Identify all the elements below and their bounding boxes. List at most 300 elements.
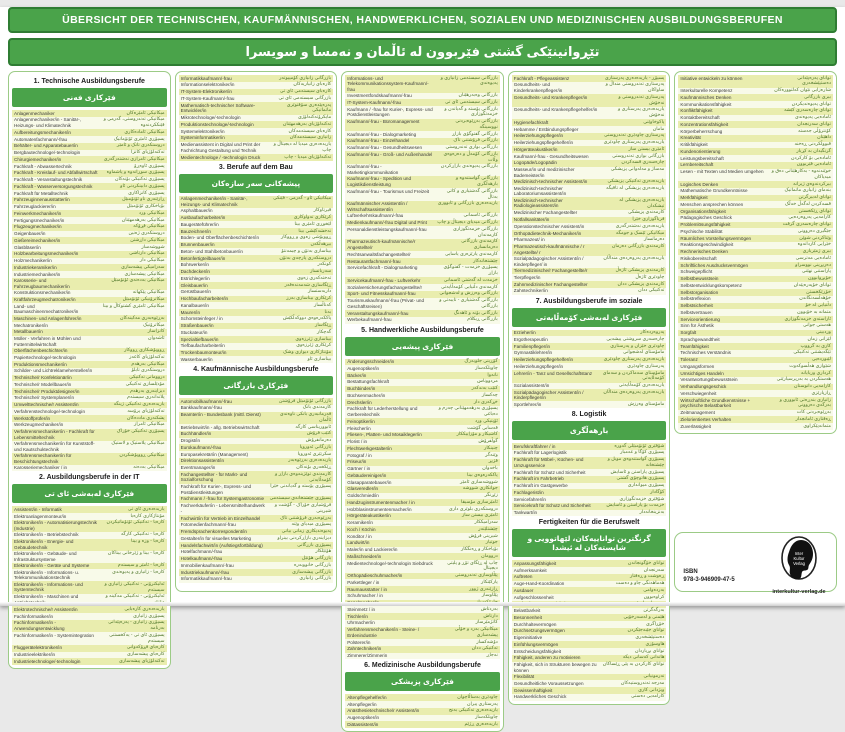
profession-german: Oberflächenbeschichter/in: [14, 348, 68, 353]
profession-german: Masseur/in und medizinischer Bademeister/in: [513, 167, 575, 178]
profession-row: [12, 170, 167, 177]
profession-kurdish: شووشەسازی ئامێر: [460, 479, 498, 485]
profession-row: [12, 251, 167, 258]
profession-row: [12, 388, 167, 395]
profession-row: [512, 350, 667, 357]
profession-german: Rechtsanwaltsfachangestellte/r: [347, 251, 411, 257]
profession-kurdish: نانەوا: [487, 372, 498, 378]
profession-kurdish: مامۆستای سەماکردن و سەمای کۆمەڵایەتی: [602, 370, 665, 382]
profession-row: [12, 231, 167, 238]
profession-rows: [12, 110, 167, 471]
profession-row: [512, 594, 667, 601]
profession-kurdish: میکانیکی بەرهەم: [131, 361, 165, 367]
profession-row: [12, 506, 167, 513]
profession-row: [345, 265, 500, 278]
profession-german: Anlagenmechaniker: [14, 110, 55, 116]
profession-german: Servicekraft für Schutz und Sicherheit: [513, 503, 591, 509]
column-3: [341, 71, 504, 727]
profession-rows: [345, 359, 500, 660]
profession-kurdish: وێنەگر: [485, 452, 498, 458]
profession-german: Fachkraft - Kreislauf- und Abfallwirtschaft: [14, 170, 98, 176]
profession-german: Zahnmedizinischer Fachangestellter: [513, 281, 588, 287]
profession-row: [345, 213, 500, 220]
profession-kurdish: بازرگانی خزمەتگوزاری کارمەندان: [453, 226, 498, 238]
profession-german: Organisationsfähigkeit: [680, 208, 726, 214]
profession-german: Heilerziehungspflegehelfer/in: [513, 357, 574, 362]
profession-row: [179, 556, 334, 563]
profession-row: [512, 567, 667, 574]
profession-german: Fachwirt/in für Vertrieb im Einzelhandel: [180, 515, 261, 521]
profession-kurdish: بازرگانی پەیوەندی بازاڕکردن: [440, 164, 498, 170]
profession-german: Fachkraft für Möbel-, Küchen- und Umzugsservice: [513, 457, 584, 468]
profession-kurdish: ئامادەیی فێربوون: [796, 162, 831, 168]
profession-row: [678, 101, 833, 108]
profession-german: Leistungsbereitschaft: [680, 155, 724, 161]
profession-kurdish: چاودێری خێزان و پەرستاری: [610, 343, 665, 349]
profession-kurdish: پسپۆڕی تەکنیکی بۆنەکان: [114, 177, 165, 182]
profession-row: [345, 372, 500, 379]
profession-german: Servicefahrer/in: [513, 496, 546, 502]
profession-kurdish: قبووڵکردنی ڕەخنە: [794, 142, 831, 147]
profession-kurdish: یاریدەدەری تەکنیکی بەنج: [448, 708, 498, 714]
profession-german: Assistent/in - Informatik: [14, 506, 62, 512]
profession-german: Industriekeramiker/in: [14, 264, 57, 270]
profession-kurdish: ڕووپۆشی زەوی و ڕووکار: [280, 235, 332, 241]
profession-german: Gymnastiklehrer/in: [513, 350, 553, 356]
profession-kurdish: هۆتێلکار: [315, 549, 332, 555]
profession-german: Aufmerksamkeit: [513, 567, 547, 573]
profession-german: Elektroniker/in - Geräte und Systeme: [14, 563, 90, 568]
profession-row: [179, 562, 334, 569]
profession-german: Heilerziehungspfleger/in: [513, 133, 564, 139]
profession-kurdish: میکانیکی بەرد و خۆڵی پیشەسازی: [454, 627, 498, 638]
profession-row: [345, 560, 500, 573]
profession-german: Reaktionsgeschwindigkeit: [680, 242, 734, 248]
profession-german: Spezialtiefbauer/in: [180, 336, 219, 342]
profession-german: Beamter/in - Bundesbank (mittl. Dienst): [180, 412, 261, 417]
profession-german: Altenpflegehelfer/in: [347, 694, 387, 700]
profession-kurdish: توانای جێبەجێکردن: [627, 628, 665, 634]
profession-kurdish: دڵنیایی لە خۆ: [805, 303, 831, 308]
profession-row: [345, 432, 500, 439]
profession-kurdish: یاریدەدەری پەروەردەی منداڵان: [603, 256, 665, 261]
profession-german: Mathematische Grundkenntnisse: [680, 188, 748, 194]
profession-row: [678, 148, 833, 155]
profession-kurdish: پسپۆڕی ئای تی - یەکخستنی سیستەم: [109, 632, 165, 644]
profession-row: [678, 363, 833, 370]
profession-kurdish: دروومان: [481, 553, 498, 559]
profession-kurdish: دەربڕینی نووسراو: [795, 262, 831, 268]
profession-kurdish: کارامەیی دانوستان: [794, 384, 831, 389]
profession-german: Durchhaltevermögen: [513, 621, 557, 627]
profession-kurdish: شۆفێری خزمەتگوزاری: [619, 496, 665, 502]
profession-german: Medientechnologe/-technologin Siebdruck: [347, 560, 433, 566]
profession-kurdish: میکانیکی ئامراز: [134, 422, 165, 428]
profession-kurdish: دیزاینەری بەرهەم: [130, 388, 165, 394]
profession-german: Luftverkehrskaufmann/-frau: [347, 213, 404, 219]
profession-german: Gesundheits- und Krankenpflegehelfer/in: [513, 107, 598, 113]
profession-kurdish: کرێکاری ژێرزەوی: [296, 343, 332, 349]
section-title-kurdish: فێرکاری بازرگانی: [179, 376, 334, 395]
profession-german: Orthopädietechnik-Mechaniker/in: [513, 230, 582, 236]
profession-kurdish: جوتیار: [485, 540, 498, 546]
profession-kurdish: توانای خۆگونجاندن: [627, 560, 665, 566]
profession-german: Änderungsschneider/in: [347, 359, 395, 364]
profession-row: [678, 343, 833, 350]
profession-row: [512, 383, 667, 390]
profession-row: [345, 540, 500, 547]
profession-german: Toleranz: [680, 357, 698, 362]
profession-row: [678, 115, 833, 122]
profession-german: Verfahrenstechnologe/-technologin: [14, 408, 85, 414]
profession-kurdish: کارەبا - تەکنیکی ئۆتۆماتیکردن: [106, 520, 165, 526]
profession-kurdish: فریاگوزاری خێرا: [632, 217, 665, 222]
profession-german: Verschwiegenheit: [680, 390, 717, 396]
profession-german: Anlagenmechaniker/in - Sanitär-, Heizungs- und Klimatechnik: [14, 117, 81, 128]
profession-rows: [179, 196, 334, 363]
profession-german: Fliesen-, Platten- und Mosaikleger/in: [347, 432, 422, 438]
column-5: [674, 71, 837, 595]
profession-kurdish: کارمەندی توێژینەوەی بازاڕ و کۆمەڵایەتی: [274, 471, 332, 483]
profession-row: [678, 169, 833, 182]
profession-kurdish: کارمەندی بازرگانی دەرمانسازی: [461, 239, 498, 250]
profession-kurdish: بازرگانی هۆتێل: [301, 556, 332, 561]
column-box-4: [508, 71, 671, 705]
profession-row: [12, 551, 167, 563]
profession-german: Fachkraft - Wasserversorgungstechnik: [14, 183, 93, 189]
profession-row: [179, 451, 334, 458]
profession-kurdish: بازرگانی ڕیکلام: [467, 317, 498, 323]
profession-row: [512, 244, 667, 256]
profession-row: [345, 701, 500, 708]
profession-kurdish: پسپۆڕی گواستنەوەی موبل و چێشتخانە: [607, 457, 665, 468]
profession-german: Sozialassistent/in: [513, 383, 550, 388]
profession-german: Flechtwerkgestalter/in: [347, 445, 392, 451]
profession-row: [345, 499, 500, 506]
profession-german: Pharmazeutisch-kaufmännische/r Angestellte/r: [347, 239, 416, 250]
profession-german: Psychische Stabilität: [680, 228, 723, 234]
profession-kurdish: بازرگانی پۆستە و گەیاندن و خزمەتگوزاری: [444, 106, 498, 118]
profession-german: Beton- und Stahlbetonbauer/in: [180, 248, 243, 254]
profession-row: [345, 106, 500, 119]
profession-rows: [512, 330, 667, 409]
profession-row: [12, 297, 167, 304]
profession-row: [345, 138, 500, 145]
profession-german: Kaufmann/-frau - Gesundheitswesen: [347, 145, 423, 150]
profession-kurdish: بۆیاخکاری ئۆتۆمبێل: [126, 204, 165, 209]
profession-german: Fotomedienfachmann/-frau: [180, 522, 236, 528]
profession-kurdish: میکانیکی ئاو - گەرمی - فێنکی: [273, 196, 332, 202]
profession-german: Gesundheits- und Kinderkrankenpfleger/in: [513, 82, 563, 93]
profession-row: [678, 416, 833, 423]
profession-row: [512, 133, 667, 140]
profession-row: [512, 641, 667, 648]
profession-german: Asphaltbauer/in: [180, 208, 213, 214]
profession-kurdish: ڕازێنەری ژوور: [469, 586, 498, 592]
profession-german: Koch / Köchin: [347, 526, 376, 532]
profession-kurdish: بەرگەگرتن: [643, 608, 665, 613]
profession-german: Systemelektroniker/in: [180, 128, 225, 134]
profession-kurdish: پێڵاوسازی تەندروستی: [454, 573, 498, 578]
profession-rows: [179, 398, 334, 583]
profession-german: Fachinformatiker/in - Systemintegration: [14, 632, 94, 638]
profession-german: Elektroniker/in - Gebäude- und Infrastruktursysteme: [14, 551, 77, 562]
profession-kurdish: بازرگانی بەڕێوەبردنی نووسینگە: [455, 119, 498, 130]
profession-row: [179, 296, 334, 303]
profession-german: Holzblasinstrumentenmacher/in: [347, 506, 412, 512]
profession-kurdish: کانزاساز: [147, 329, 165, 335]
profession-kurdish: پسپۆڕی زانیاری: [133, 613, 165, 619]
profession-kurdish: پسپۆڕی سوڕانەوە و پاشماوە: [106, 170, 165, 176]
profession-row: [179, 444, 334, 451]
profession-kurdish: نەجاڕ: [486, 653, 498, 658]
profession-row: [345, 239, 500, 252]
profession-german: Flexibilität: [513, 674, 535, 679]
profession-kurdish: متمانە بە خۆبوون: [797, 309, 831, 315]
profession-german: Immobilienkaufmann/-frau: [180, 562, 234, 568]
profession-kurdish: دروستکەری تانک و ئامێر: [116, 143, 165, 149]
profession-row: [12, 645, 167, 652]
profession-german: Initiative entwickeln zu können: [680, 75, 743, 81]
profession-kurdish: بازرگانی گواستنەوە و بارهەڵگری: [455, 176, 498, 187]
profession-row: [12, 375, 167, 382]
profession-row: [345, 176, 500, 189]
profession-kurdish: توانای سەرنجدان: [797, 121, 831, 127]
profession-row: [678, 390, 833, 397]
profession-kurdish: شۆفێری ئۆتۆمبێلی گەورە: [614, 443, 665, 449]
profession-german: Bergbautechnologe/-technologin: [14, 150, 81, 155]
profession-kurdish: ئاراستەی خزمەتگوزاری: [784, 316, 831, 322]
profession-row: [678, 94, 833, 101]
profession-row: [12, 156, 167, 163]
profession-row: [12, 569, 167, 581]
profession-kurdish: بەردتاش: [480, 606, 498, 612]
profession-row: [512, 574, 667, 581]
profession-german: Gesundheits- und Krankenpfleger/in: [513, 94, 588, 100]
profession-german: Kaufmann / -frau für Kurier-, Express- und Postdienstleistungen: [347, 106, 433, 117]
profession-row: [512, 160, 667, 167]
profession-kurdish: چاودێری بەساڵاچوان: [457, 694, 498, 700]
profession-kurdish: یاریدەدەری کۆمەڵایەتی: [618, 383, 665, 388]
profession-kurdish: بازرگانی خانووبەرە: [294, 562, 332, 568]
profession-row: [179, 356, 334, 363]
profession-german: Buchhändler/in: [180, 431, 212, 437]
profession-german: Sorgfalt: [680, 330, 697, 335]
profession-row: [179, 255, 334, 262]
profession-kurdish: زێڕنگر: [484, 493, 498, 498]
profession-row: [512, 662, 667, 674]
profession-german: Fachkraft - Abwassertechnik: [14, 163, 72, 169]
profession-kurdish: بیناسازی بەتۆن و چیمەنتۆ: [281, 248, 332, 254]
profession-row: [179, 115, 334, 122]
profession-kurdish: میکاترۆنیک: [143, 322, 165, 328]
profession-row: [12, 429, 167, 441]
profession-row: [179, 522, 334, 529]
profession-german: Schilder- und Lichtreklamehersteller/in: [14, 368, 93, 374]
profession-german: Gestalter/in für visuelles Marketing: [180, 535, 252, 541]
profession-kurdish: خۆهەڵسەنگاندن: [799, 296, 831, 302]
profession-row: [678, 242, 833, 249]
profession-kurdish: یاریدەدەری نەشتەرگەری: [615, 223, 665, 229]
profession-german: Technische/r Konfektionär/in: [14, 375, 72, 380]
profession-german: Wasserbauer/in: [180, 356, 213, 362]
profession-german: Konfliktfähigkeit: [680, 108, 713, 114]
profession-row: [179, 309, 334, 316]
profession-kurdish: ئۆپتیکی ورد: [474, 418, 498, 424]
profession-row: [345, 579, 500, 586]
profession-kurdish: میکانیکی پیشەسازی: [124, 271, 165, 277]
profession-kurdish: چێشتخانەکار: [473, 258, 498, 264]
profession-german: Maßschneider/in: [347, 553, 382, 559]
profession-row: [512, 82, 667, 95]
profession-german: Sinn für Ästhetik: [680, 323, 714, 329]
profession-german: Keramiker/in: [347, 520, 373, 525]
profession-german: Technisches Verständnis: [680, 350, 731, 356]
profession-row: [678, 215, 833, 222]
section-title-kurdish: گرنگترین تواناییه‌کان، لێهاتوویی و شایسته‌کان له‌ ئیشدا: [512, 529, 667, 557]
profession-row: [345, 613, 500, 620]
profession-kurdish: پسپۆڕی خزمەت - گفتوگۆی بازاڕ: [443, 265, 498, 276]
profession-row: [512, 197, 667, 210]
profession-row: [179, 465, 334, 472]
profession-kurdish: یاریدەدەری بەڕێوەبەر: [288, 458, 332, 464]
profession-row: [512, 457, 667, 470]
profession-kurdish: تێگەیشتنی تەکنیکی: [793, 350, 831, 356]
profession-row: [12, 513, 167, 520]
profession-german: Glasbläser/in: [14, 244, 41, 250]
column-box-3: [341, 71, 504, 732]
column-box-1: [8, 71, 171, 669]
page-bottom-edge: [0, 602, 845, 606]
profession-kurdish: کرێکاری بیناسازی بەرز: [286, 296, 332, 301]
profession-row: [179, 458, 334, 465]
profession-german: Sozialpädagogischer Assistent/in / Kinderpfleger/in: [513, 389, 584, 401]
profession-german: Fluggerätelektroniker/in: [14, 645, 63, 651]
profession-german: Boden- und Oberflächenbeschichter/in: [180, 235, 259, 241]
profession-kurdish: نەخشەکێشی بینا: [298, 228, 332, 234]
profession-kurdish: باخەوان: [482, 466, 498, 471]
profession-row: [678, 423, 833, 430]
profession-kurdish: تەکنیکی ددان: [638, 288, 665, 294]
profession-kurdish: توانای چارەسەری کێشە: [784, 108, 831, 114]
profession-german: Tierpfleger/in: [513, 274, 541, 280]
profession-kurdish: یاریدەدەری تەکنیکی ژینگە: [113, 402, 165, 407]
profession-german: IT-System-Kaufmann/-frau: [180, 95, 235, 101]
profession-kurdish: قسەکردن لەگەڵ خەڵک: [784, 201, 831, 207]
profession-german: Fahrzeuginnenausstatter/in: [14, 197, 70, 203]
profession-kurdish: داهێنان: [817, 135, 831, 141]
profession-row: [678, 323, 833, 330]
profession-row: [12, 271, 167, 278]
profession-row: [12, 539, 167, 551]
profession-german: Fachinformatiker/in: [14, 613, 54, 619]
profession-kurdish: میکانیکی ئامرازی نەشتەرگەری: [103, 156, 165, 162]
publisher-logo-wrap: [772, 536, 826, 595]
profession-german: Schweigepflicht: [680, 269, 713, 275]
profession-row: [345, 486, 500, 493]
profession-german: IT-System-Elektroniker/in: [180, 89, 232, 94]
profession-kurdish: شێوازی هەڵسوکەوت: [789, 363, 831, 369]
profession-german: Zuverlässigkeit: [680, 423, 712, 429]
profession-german: Kontaktbereitschaft: [680, 115, 720, 120]
profession-kurdish: پسپۆڕی زانیاری - پەرەپێدانی بەرنامە: [108, 620, 165, 631]
profession-german: Bankkaufmann/-frau: [180, 405, 222, 411]
profession-german: Hörgeräteakustiker/in: [347, 513, 391, 519]
svg-text:Inter: Inter: [794, 551, 804, 556]
profession-german: Brunnenbauer/in: [180, 242, 215, 247]
profession-row: [345, 715, 500, 722]
page-title-german: ÜBERSICHT DER TECHNISCHEN, KAUFMÄNNISCHEN, HANDWERKLICHEN, SOZIALEN UND MEDIZINISCHEN AUSBILDUNGSBERUFEN: [62, 14, 783, 26]
profession-kurdish: یاریدەدەری پزیشکی لە تیشکدان: [619, 197, 665, 209]
profession-kurdish: پاککەرەوەی بینا: [467, 472, 498, 478]
profession-german: Landwirt/in: [347, 540, 370, 546]
profession-kurdish: هاوسۆزی: [645, 641, 665, 647]
profession-german: Eurokaufmann/-frau: [180, 444, 222, 450]
profession-kurdish: بیرکردنەوەی ژیرانە: [793, 181, 831, 187]
profession-german: Gießereimechaniker/in: [14, 237, 61, 243]
profession-row: [179, 235, 334, 242]
profession-row: [12, 453, 167, 465]
profession-row: [512, 140, 667, 147]
profession-row: [179, 196, 334, 208]
profession-row: [345, 445, 500, 452]
profession-kurdish: پسپۆڕی پۆستە و گەیاندنی خێرا: [270, 484, 332, 490]
profession-german: Tourismuskaufmann/-frau (Privat- und Geschäftsreisen): [347, 298, 425, 309]
profession-german: Buchbinder/in: [347, 386, 376, 391]
profession-german: Hörgeräteakustiker/in: [513, 146, 558, 152]
poster-page: [0, 7, 845, 727]
profession-german: Ausdauer: [513, 587, 534, 593]
profession-row: [678, 296, 833, 303]
profession-german: Kaufmann/-frau - Marketingkommunikation: [347, 164, 399, 175]
profession-german: Umwelttechnische/r Assistent/in: [14, 402, 79, 407]
profession-german: Stuckateur/in: [180, 329, 208, 335]
profession-kurdish: یاریدەدەری پەرستاری چاودێری: [603, 140, 665, 145]
profession-german: Konzentrationsfähigkeit: [680, 121, 729, 127]
section-title-german: 5. Handwerkliche Ausbildungsberufe: [361, 326, 484, 334]
profession-kurdish: ئامادەیی بۆ کارکردن: [791, 155, 831, 161]
profession-kurdish: کۆنترۆڵی جەستە: [798, 128, 831, 134]
section-title-kurdish: فێرکاری فه‌نی: [12, 88, 167, 107]
profession-row: [512, 126, 667, 133]
profession-row: [12, 303, 167, 315]
profession-row: [678, 249, 833, 256]
profession-kurdish: چنینکار: [484, 445, 498, 451]
profession-row: [345, 439, 500, 446]
profession-row: [179, 542, 334, 549]
profession-row: [179, 102, 334, 115]
profession-german: Familienpfleger/in: [513, 343, 551, 349]
profession-german: Gärtner / in: [347, 466, 371, 471]
profession-kurdish: پسپۆڕی چێشتخانەی سیستەمی: [269, 496, 332, 502]
profession-row: [512, 363, 667, 370]
profession-kurdish: هەستی جوانی: [802, 323, 831, 329]
profession-kurdish: چاپ لە ڕێگای تۆڕ و پلیتی دیجیتاڵ: [447, 560, 498, 572]
profession-kurdish: بازرگانی بواری تەندروستی: [612, 153, 665, 159]
profession-row: [179, 95, 334, 102]
profession-german: Holzbearbeitungsmechaniker/in: [14, 251, 79, 257]
profession-german: Elektroanlagenmonteur/in: [14, 513, 67, 519]
profession-row: [512, 153, 667, 160]
profession-german: Medientechnologe / -technologin Druck: [180, 154, 261, 160]
profession-german: Zimmerer/Zimmerin: [347, 653, 388, 658]
section-title-kurdish: فێرکاری له‌به‌شی ئای تی: [12, 484, 167, 503]
profession-row: [345, 627, 500, 640]
profession-kurdish: خۆڕێکخستن: [806, 289, 831, 295]
profession-german: Schornsteinfeger / in: [180, 316, 223, 322]
profession-kurdish: بازرگانی ئاسمانی: [463, 213, 498, 219]
profession-kurdish: بازرگانی گەشتیاری - تایبەتی و بازرگانی: [439, 298, 498, 309]
